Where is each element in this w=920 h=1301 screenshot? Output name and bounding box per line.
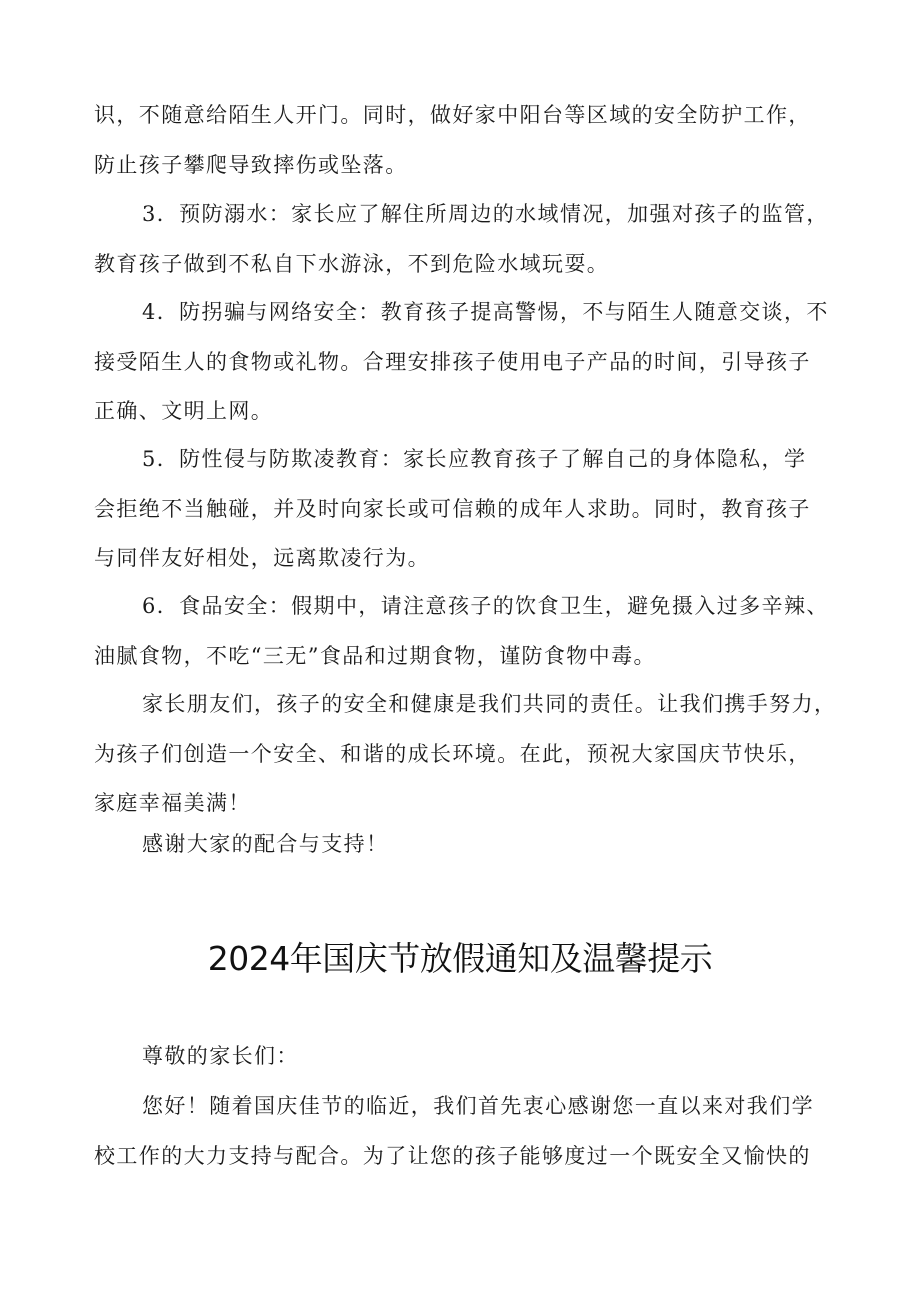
paragraph-line: 3．预防溺水：家长应了解住所周边的水域情况，加强对孩子的监管， (142, 202, 829, 226)
paragraph-line: 6．食品安全：假期中，请注意孩子的饮食卫生，避免摄入过多辛辣、 (142, 594, 829, 618)
paragraph-line: 感谢大家的配合与支持！ (142, 832, 389, 856)
paragraph-line: 尊敬的家长们： (142, 1044, 299, 1068)
paragraph-line: 您好！随着国庆佳节的临近，我们首先衷心感谢您一直以来对我们学 (142, 1094, 814, 1118)
paragraph-line: 4．防拐骗与网络安全：教育孩子提高警惕，不与陌生人随意交谈，不 (142, 300, 829, 324)
paragraph-line: 家庭幸福美满！ (94, 791, 251, 815)
paragraph-line: 5．防性侵与防欺凌教育：家长应教育孩子了解自己的身体隐私，学 (142, 447, 807, 471)
paragraph-line: 家长朋友们，孩子的安全和健康是我们共同的责任。让我们携手努力， (142, 692, 837, 716)
thanks-line (94, 820, 834, 870)
continued-paragraph (94, 91, 834, 190)
paragraph-line: 接受陌生人的食物或礼物。合理安排孩子使用电子产品的时间，引导孩子 (94, 349, 811, 374)
list-item-food-safety (94, 582, 834, 681)
paragraph-line: 校工作的大力支持与配合。为了让您的孩子能够度过一个既安全又愉快的 (94, 1143, 811, 1168)
list-item-abuse-bullying (94, 435, 834, 584)
paragraph-line: 会拒绝不当触碰，并及时向家长或可信赖的成年人求助。同时，教育孩子 (94, 496, 811, 521)
list-item-abduction-internet (94, 288, 834, 437)
notice-title: 2024年国庆节放假通知及温馨提示 (207, 939, 713, 978)
paragraph-line: 教育孩子做到不私自下水游泳，不到危险水域玩耍。 (94, 251, 610, 276)
paragraph-line: 与同伴友好相处，远离欺凌行为。 (94, 546, 430, 570)
paragraph-line: 油腻食物，不吃“三无”食品和过期食物，谨防食物中毒。 (94, 643, 656, 668)
opening-paragraph (94, 1082, 834, 1181)
salutation (94, 1032, 834, 1082)
closing-paragraph (94, 680, 837, 829)
paragraph-line: 防止孩子攀爬导致摔伤或坠落。 (94, 152, 408, 177)
paragraph-line: 正确、文明上网。 (94, 399, 274, 423)
list-item-drowning (94, 190, 834, 289)
paragraph-line: 为孩子们创造一个安全、和谐的成长环境。在此，预祝大家国庆节快乐， (94, 741, 811, 766)
paragraph-line: 识，不随意给陌生人开门。同时，做好家中阳台等区域的安全防护工作， (94, 103, 811, 127)
